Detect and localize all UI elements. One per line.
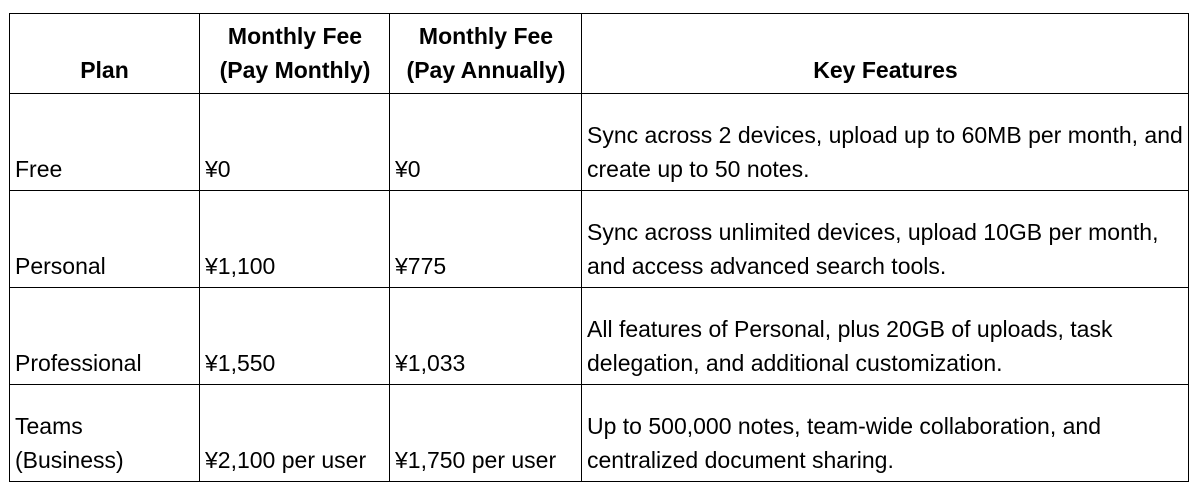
table-row bbox=[10, 288, 1189, 385]
cell-plan: Personal bbox=[10, 191, 200, 288]
cell-key-features: All features of Personal, plus 20GB of uploads, task delegation, and additional customization. bbox=[582, 288, 1189, 385]
header-monthly-fee-pay-annually bbox=[390, 14, 582, 94]
cell-key-features: Sync across 2 devices, upload up to 60MB per month, and create up to 50 notes. bbox=[582, 94, 1189, 191]
table-row bbox=[10, 94, 1189, 191]
header-monthly-fee-pay-monthly bbox=[200, 14, 390, 94]
table-row bbox=[10, 191, 1189, 288]
header-plan bbox=[10, 14, 200, 94]
header-key-features bbox=[582, 14, 1189, 94]
cell-monthly-fee: ¥0 bbox=[200, 94, 390, 191]
cell-plan: Teams (Business) bbox=[10, 385, 200, 482]
header-annual-line1: Monthly Fee bbox=[418, 23, 554, 49]
cell-key-features: Sync across unlimited devices, upload 10GB per month, and access advanced search tools. bbox=[582, 191, 1189, 288]
header-monthly-line1: Monthly Fee bbox=[227, 23, 363, 49]
cell-plan: Free bbox=[10, 94, 200, 191]
cell-monthly-fee: ¥1,550 bbox=[200, 288, 390, 385]
header-plan-label: Plan bbox=[80, 57, 129, 83]
cell-annual-fee: ¥775 bbox=[390, 191, 582, 288]
cell-annual-fee: ¥1,033 bbox=[390, 288, 582, 385]
header-monthly-line2: (Pay Monthly) bbox=[219, 57, 371, 83]
header-annual-line2: (Pay Annually) bbox=[406, 57, 566, 83]
cell-monthly-fee: ¥2,100 per user bbox=[200, 385, 390, 482]
cell-key-features: Up to 500,000 notes, team-wide collaboration, and centralized document sharing. bbox=[582, 385, 1189, 482]
header-features-label: Key Features bbox=[813, 57, 958, 83]
pricing-table bbox=[9, 13, 1189, 482]
header-row bbox=[10, 14, 1189, 94]
cell-monthly-fee: ¥1,100 bbox=[200, 191, 390, 288]
cell-annual-fee: ¥0 bbox=[390, 94, 582, 191]
table-row bbox=[10, 385, 1189, 482]
cell-plan: Professional bbox=[10, 288, 200, 385]
cell-annual-fee: ¥1,750 per user bbox=[390, 385, 582, 482]
